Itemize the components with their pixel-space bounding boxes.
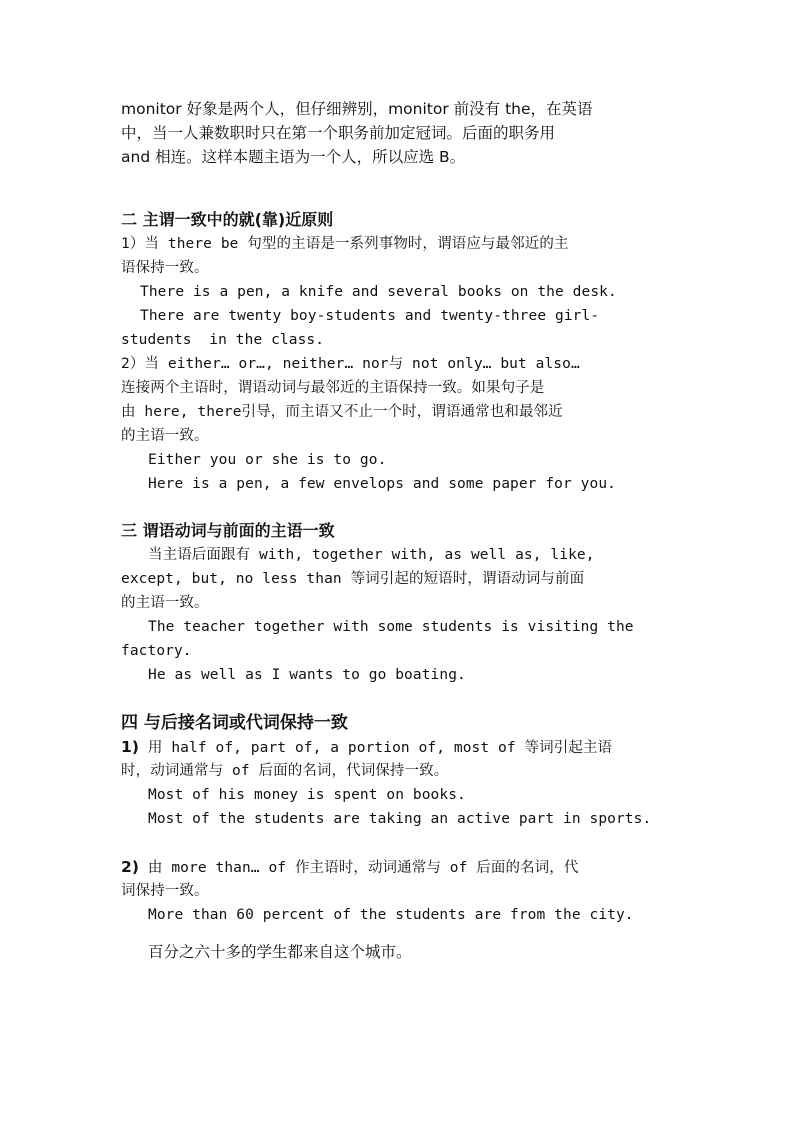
section-4-rule-2-line-2: 词保持一致。 xyxy=(121,883,209,899)
section-3-heading: 三 谓语动词与前面的主语一致 xyxy=(121,521,335,540)
section-4-example-3: More than 60 percent of the students are from the city. xyxy=(148,907,634,923)
section-2-rule-2-line-2: 连接两个主语时，谓语动词与最邻近的主语保持一致。如果句子是 xyxy=(121,380,545,396)
section-2-example-2-line-1: There are twenty boy-students and twenty-three girl- xyxy=(140,308,600,324)
section-2-example-2-line-2: students in the class. xyxy=(121,332,325,348)
section-4-heading: 四 与后接名词或代词保持一致 xyxy=(121,713,348,733)
section-3-example-1-line-1: The teacher together with some students is visiting the xyxy=(148,619,634,635)
section-4-rule-2-line-1 xyxy=(121,855,578,879)
section-4-translation: 百分之六十多的学生都来自这个城市。 xyxy=(148,943,412,961)
intro-line-3: and 相连。这样本题主语为一个人，所以应选 B。 xyxy=(121,148,466,166)
section-2-rule-1-line-2: 语保持一致。 xyxy=(121,260,209,276)
section-2-example-3: Either you or she is to go. xyxy=(148,452,387,468)
section-3-example-2: He as well as I wants to go boating. xyxy=(148,667,466,683)
section-4-rule-1-number: 1) xyxy=(121,738,140,756)
section-2-rule-2-line-3: 由 here, there引导，而主语又不止一个时，谓语通常也和最邻近 xyxy=(121,404,563,420)
section-2-example-1: There is a pen, a knife and several books on the desk. xyxy=(140,284,617,300)
intro-line-1: monitor 好象是两个人，但仔细辨别，monitor 前没有 the，在英语 xyxy=(121,100,593,118)
section-4-rule-1-line-1 xyxy=(121,735,612,759)
section-4-rule-1-line-2: 时，动词通常与 of 后面的名词，代词保持一致。 xyxy=(121,763,449,779)
section-3-rule-line-2: except, but, no less than 等词引起的短语时，谓语动词与前面 xyxy=(121,571,585,587)
section-2-heading: 二 主谓一致中的就(靠)近原则 xyxy=(121,210,334,229)
section-4-rule-2-number: 2) xyxy=(121,858,140,876)
section-4-example-1: Most of his money is spent on books. xyxy=(148,787,466,803)
section-3-rule-line-1: 当主语后面跟有 with, together with, as well as, like, xyxy=(148,547,595,563)
section-3-example-1-line-2: factory. xyxy=(121,643,192,659)
section-4-example-2: Most of the students are taking an active part in sports. xyxy=(148,811,652,827)
section-2-rule-1-line-1: 1）当 there be 句型的主语是一系列事物时，谓语应与最邻近的主 xyxy=(121,236,569,252)
section-4-rule-1-text: 用 half of, part of, a portion of, most of 等词引起主语 xyxy=(139,740,613,756)
section-4-rule-2-text: 由 more than… of 作主语时，动词通常与 of 后面的名词，代 xyxy=(139,860,579,876)
section-2-rule-2-line-1: 2）当 either… or…, neither… nor与 not only… but also… xyxy=(121,356,580,372)
section-3-rule-line-3: 的主语一致。 xyxy=(121,595,209,611)
section-2-example-4: Here is a pen, a few envelops and some paper for you. xyxy=(148,476,616,492)
section-2-rule-2-line-4: 的主语一致。 xyxy=(121,428,209,444)
intro-line-2: 中，当一人兼数职时只在第一个职务前加定冠词。后面的职务用 xyxy=(121,124,556,142)
